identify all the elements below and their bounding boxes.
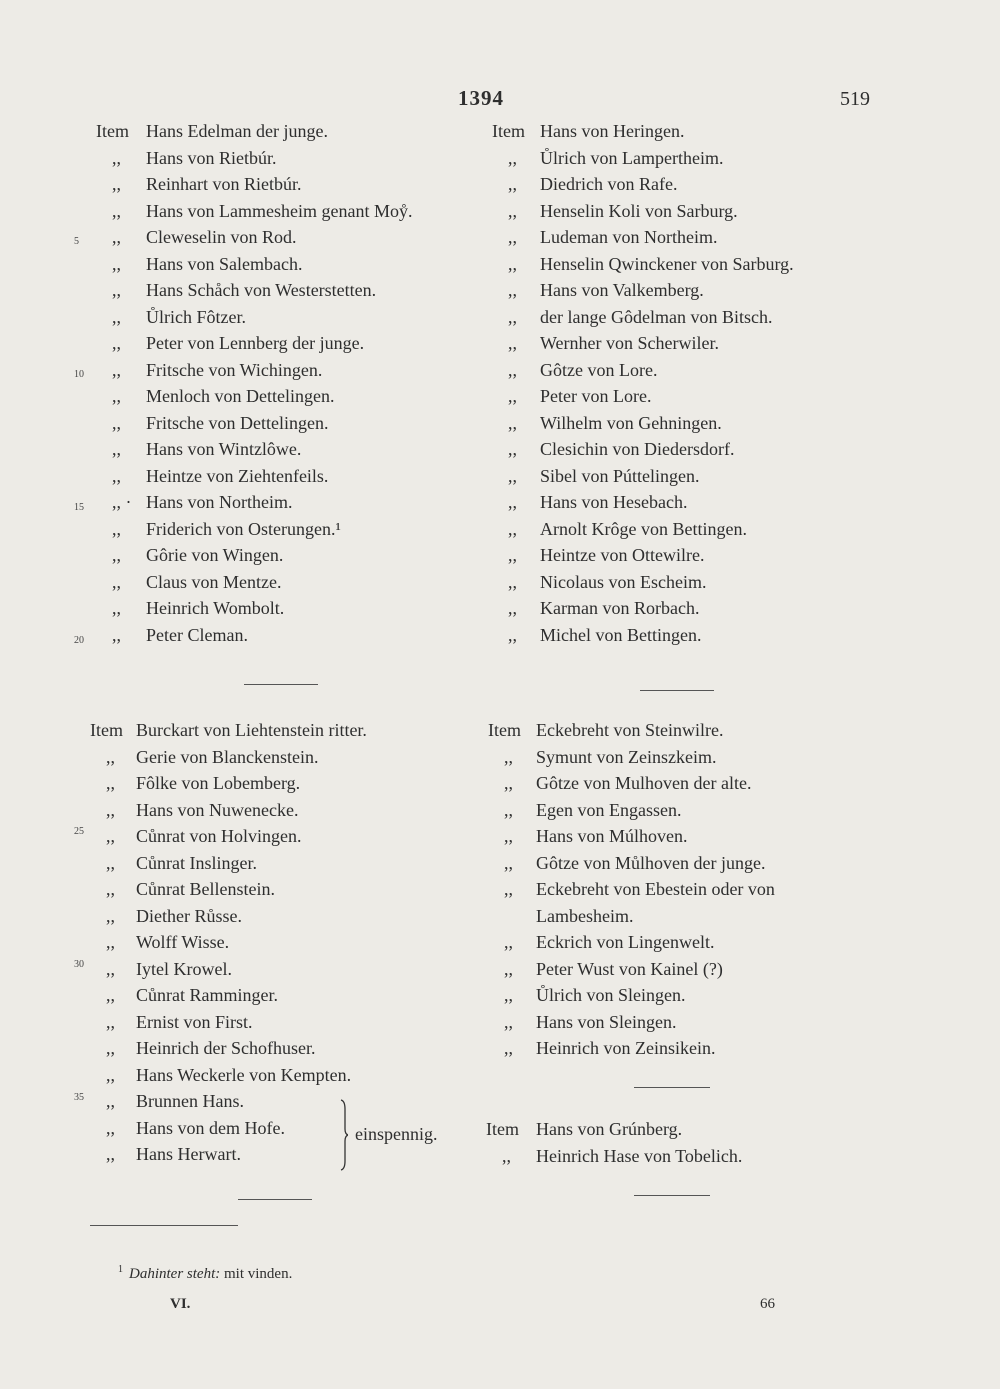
entry-name: Arnolt Krôge von Bettingen. — [540, 518, 747, 539]
entry-name: Clesichin von Diedersdorf. — [540, 439, 735, 459]
entry-name: Diedrich von Rafe. — [540, 174, 678, 194]
footnote-italic: Dahinter steht: — [129, 1266, 221, 1282]
entry-name: Heintze von Ziehtenfeils. — [146, 465, 329, 486]
entry-prefix: ,, — [504, 1011, 513, 1032]
entry-prefix: ,, — [504, 826, 513, 846]
list-item — [488, 850, 918, 877]
list-item — [488, 770, 918, 797]
entry-name: Hans von Lammesheim genant Moẙ. — [146, 200, 413, 221]
list-item — [492, 569, 912, 596]
footnote — [118, 1264, 292, 1283]
entry-prefix: ,, — [106, 879, 115, 899]
entry-name: Diether Růsse. — [136, 905, 242, 926]
entry-prefix: ,, — [106, 852, 115, 873]
entry-name: Hans von dem Hofe. — [136, 1117, 285, 1138]
page-year: 1394 — [458, 86, 504, 110]
section-divider — [238, 1199, 312, 1200]
entry-prefix: ,, — [112, 280, 121, 300]
list-item — [492, 145, 912, 172]
entry-prefix: ,, — [112, 545, 121, 565]
list-right-top — [492, 118, 912, 648]
entry-prefix: ,, — [508, 174, 517, 194]
line-number: 35 — [74, 1092, 84, 1103]
entry-name: Heintze von Ottewilre. — [540, 545, 705, 565]
line-number: 20 — [74, 635, 84, 646]
line-number: 10 — [74, 369, 84, 380]
entry-name: Heinrich der Schofhuser. — [136, 1038, 316, 1058]
entry-prefix: Item — [492, 121, 525, 141]
entry-prefix: ,, — [504, 879, 513, 899]
entry-name: Ůlrich von Lampertheim. — [540, 147, 724, 168]
entry-prefix: ,, — [504, 773, 513, 793]
list-item — [488, 717, 918, 744]
entry-name: Symunt von Zeinszkeim. — [536, 746, 717, 767]
list-item — [492, 516, 912, 543]
entry-prefix: ,, — [112, 412, 121, 433]
list-item — [96, 383, 496, 410]
entry-name: Hans von Salembach. — [146, 253, 303, 274]
entry-prefix: ,, — [112, 465, 121, 486]
list-item — [486, 1116, 906, 1143]
entry-prefix: ,, — [508, 306, 517, 327]
list-item — [90, 903, 490, 930]
entry-name: Fritsche von Wichingen. — [146, 359, 323, 380]
entry-prefix: ,, — [508, 386, 517, 406]
list-right-bottom — [488, 717, 918, 1062]
list-item — [492, 463, 912, 490]
entry-name: Peter von Lore. — [540, 386, 652, 406]
entry-prefix: ,, — [508, 492, 517, 512]
list-item — [96, 357, 496, 384]
entry-name: Cůnrat Ramminger. — [136, 985, 278, 1005]
list-item — [96, 595, 496, 622]
entry-prefix: ,, — [508, 253, 517, 274]
entry-name: Fôlke von Lobemberg. — [136, 773, 301, 793]
entry-name: Eckebreht von Steinwilre. — [536, 720, 724, 740]
list-item — [96, 436, 496, 463]
entry-prefix: ,, — [112, 359, 121, 380]
list-item — [90, 1088, 490, 1115]
list-item — [492, 198, 912, 225]
line-number: 5 — [74, 236, 79, 247]
entry-name: Gôtze von Můlhoven der junge. — [536, 852, 766, 873]
entry-name: Cůnrat Bellenstein. — [136, 879, 275, 899]
entry-prefix: ,, — [508, 624, 517, 645]
entry-name: Hans von Heringen. — [540, 121, 685, 141]
list-item — [492, 251, 912, 278]
entry-prefix: ,, — [106, 985, 115, 1005]
entry-prefix: ,, — [508, 518, 517, 539]
section-divider — [640, 690, 714, 691]
entry-name: Ůlrich Fôtzer. — [146, 306, 246, 327]
entry-prefix: ,, — [508, 227, 517, 247]
line-number: 25 — [74, 826, 84, 837]
entry-name: Peter Cleman. — [146, 624, 248, 645]
list-left-bottom — [90, 717, 490, 1168]
entry-name: Burckart von Liehtenstein ritter. — [136, 720, 367, 740]
list-item — [492, 330, 912, 357]
entry-prefix: ,, — [106, 773, 115, 793]
list-item — [90, 823, 490, 850]
entry-prefix: Item — [486, 1119, 519, 1139]
list-item — [96, 171, 496, 198]
entry-prefix: ,, — [106, 932, 115, 952]
entry-prefix: ,, — [112, 439, 121, 459]
entry-name: Henselin Koli von Sarburg. — [540, 200, 738, 221]
list-item — [96, 145, 496, 172]
list-item — [96, 277, 496, 304]
entry-prefix: ,, — [504, 852, 513, 873]
entry-name: Sibel von Púttelingen. — [540, 465, 700, 486]
list-item — [96, 198, 496, 225]
entry-name: Hans von Valkemberg. — [540, 280, 704, 300]
footnote-text: mit vinden. — [224, 1266, 293, 1282]
list-item — [492, 410, 912, 437]
list-item — [96, 542, 496, 569]
entry-prefix: Item — [488, 720, 521, 740]
list-item — [488, 823, 918, 850]
list-item — [96, 410, 496, 437]
entry-name: Hans Weckerle von Kempten. — [136, 1064, 352, 1085]
signature-mark: VI. — [170, 1296, 191, 1312]
entry-prefix: ,, — [106, 1064, 115, 1085]
entry-prefix: ,, — [106, 1144, 115, 1164]
entry-prefix: ,, — [504, 932, 513, 952]
line-number: 30 — [74, 959, 84, 970]
list-item — [488, 1009, 918, 1036]
entry-prefix: ,, — [112, 598, 121, 618]
list-item — [492, 542, 912, 569]
entry-name: Cleweselin von Rod. — [146, 227, 297, 247]
entry-prefix: ,, — [112, 518, 121, 539]
entry-prefix: ,, — [508, 465, 517, 486]
entry-prefix: ,, — [112, 227, 121, 247]
entry-name: Hans von Northeim. — [146, 492, 293, 512]
entry-prefix: ,, — [106, 958, 115, 979]
list-item — [96, 622, 496, 649]
entry-prefix: ,, — [112, 333, 121, 353]
list-item — [96, 463, 496, 490]
list-item — [90, 744, 490, 771]
entry-prefix: ,, — [112, 571, 121, 592]
entry-name: Gôrie von Wingen. — [146, 545, 284, 565]
list-item — [492, 224, 912, 251]
list-item — [488, 903, 918, 930]
entry-name: Hans Schåch von Westerstetten. — [146, 280, 377, 300]
entry-name: Hans Edelman der junge. — [146, 121, 328, 141]
entry-name: Menloch von Dettelingen. — [146, 386, 335, 406]
list-item — [492, 277, 912, 304]
entry-name: Gôtze von Mulhoven der alte. — [536, 773, 752, 793]
entry-name: Heinrich Hase von Tobelich. — [536, 1145, 743, 1166]
entry-name: Ůlrich von Sleingen. — [536, 985, 686, 1005]
list-item — [492, 489, 912, 516]
entry-name: Claus von Mentze. — [146, 571, 282, 592]
entry-name: Hans von Nuwenecke. — [136, 799, 299, 820]
entry-prefix: ,, — [112, 306, 121, 327]
footnote-mark: 1 — [118, 1264, 123, 1275]
list-item — [492, 595, 912, 622]
list-item — [488, 956, 918, 983]
line-number: 15 — [74, 502, 84, 513]
list-item — [90, 956, 490, 983]
entry-prefix: ,, — [504, 746, 513, 767]
entry-prefix: ,, — [106, 799, 115, 820]
entry-prefix: ,, — [504, 985, 513, 1005]
entry-prefix: ,, — [112, 253, 121, 274]
page-number: 519 — [840, 88, 870, 110]
list-item — [90, 850, 490, 877]
entry-prefix: ,, — [106, 746, 115, 767]
entry-prefix: ,, — [106, 826, 115, 846]
list-right-extra — [486, 1116, 906, 1169]
list-item — [90, 717, 490, 744]
entry-name: Reinhart von Rietbúr. — [146, 174, 302, 194]
list-item — [492, 171, 912, 198]
entry-name: Lambesheim. — [536, 905, 634, 926]
list-item — [486, 1143, 906, 1170]
entry-name: Fritsche von Dettelingen. — [146, 412, 329, 433]
entry-name: Brunnen Hans. — [136, 1091, 244, 1111]
entry-prefix: ,, — [112, 386, 121, 406]
list-item — [96, 118, 496, 145]
entry-name: Ernist von First. — [136, 1011, 253, 1032]
list-item — [96, 569, 496, 596]
entry-name: Iytel Krowel. — [136, 958, 232, 979]
entry-prefix: ,, — [106, 1011, 115, 1032]
list-item — [90, 1062, 490, 1089]
entry-prefix: ,, — [508, 545, 517, 565]
list-item — [96, 304, 496, 331]
entry-name: Hans von Grúnberg. — [536, 1119, 683, 1139]
entry-name: Hans von Sleingen. — [536, 1011, 677, 1032]
list-item — [90, 797, 490, 824]
entry-name: Nicolaus von Escheim. — [540, 571, 707, 592]
entry-name: Gôtze von Lore. — [540, 359, 658, 380]
entry-name: Michel von Bettingen. — [540, 624, 702, 645]
entry-prefix: ,, — [508, 200, 517, 221]
list-item — [492, 118, 912, 145]
sheet-number: 66 — [760, 1296, 775, 1312]
entry-prefix: ,, — [112, 624, 121, 645]
entry-prefix: ,, — [508, 359, 517, 380]
entry-prefix: ,, — [508, 412, 517, 433]
entry-prefix: ,, — [508, 598, 517, 618]
entry-name: Wolff Wisse. — [136, 932, 230, 952]
entry-prefix: ,, — [504, 1038, 513, 1058]
entry-name: Cůnrat von Holvingen. — [136, 826, 302, 846]
entry-prefix: ,, — [504, 799, 513, 820]
list-item — [492, 383, 912, 410]
entry-name: Wernher von Scherwiler. — [540, 333, 719, 353]
entry-name: Henselin Qwinckener von Sarburg. — [540, 253, 794, 274]
list-item — [90, 929, 490, 956]
list-item — [90, 770, 490, 797]
entry-prefix: ,, · — [112, 492, 132, 512]
entry-name: Eckrich von Lingenwelt. — [536, 932, 715, 952]
entry-prefix: ,, — [508, 280, 517, 300]
entry-name: Eckebreht von Ebestein oder von — [536, 879, 775, 899]
entry-prefix: ,, — [508, 333, 517, 353]
entry-prefix: ,, — [106, 905, 115, 926]
entry-prefix: ,, — [504, 958, 513, 979]
entry-name: Hans von Múlhoven. — [536, 826, 688, 846]
list-item — [96, 251, 496, 278]
entry-name: Peter Wust von Kainel (?) — [536, 958, 723, 979]
list-item — [488, 744, 918, 771]
list-item — [96, 330, 496, 357]
list-item — [96, 489, 496, 516]
entry-prefix: Item — [90, 720, 123, 740]
entry-name: Peter von Lennberg der junge. — [146, 333, 365, 353]
footnote-rule — [90, 1225, 238, 1226]
entry-name: Heinrich von Zeinsikein. — [536, 1038, 716, 1058]
entry-name: der lange Gôdelman von Bitsch. — [540, 306, 773, 327]
entry-name: Hans von Rietbúr. — [146, 147, 277, 168]
list-item — [492, 304, 912, 331]
entry-name: Hans von Hesebach. — [540, 492, 688, 512]
entry-name: Friderich von Osterungen.¹ — [146, 518, 341, 539]
entry-name: Heinrich Wombolt. — [146, 598, 285, 618]
list-item — [488, 797, 918, 824]
entry-prefix: ,, — [106, 1091, 115, 1111]
entry-name: Egen von Engassen. — [536, 799, 682, 820]
bracket-note: einspennig. — [355, 1124, 438, 1144]
entry-prefix: Item — [96, 121, 129, 141]
entry-name: Gerie von Blanckenstein. — [136, 746, 319, 767]
list-item — [96, 224, 496, 251]
list-item — [488, 876, 918, 903]
list-item — [488, 982, 918, 1009]
list-item — [492, 436, 912, 463]
list-item — [488, 1035, 918, 1062]
entry-prefix: ,, — [106, 1117, 115, 1138]
entry-prefix: ,, — [112, 200, 121, 221]
entry-prefix: ,, — [508, 439, 517, 459]
section-divider — [634, 1087, 710, 1088]
list-item — [492, 622, 912, 649]
entry-prefix: ,, — [508, 571, 517, 592]
list-left-top — [96, 118, 496, 648]
brace-icon — [340, 1099, 348, 1171]
entry-prefix: ,, — [508, 147, 517, 168]
entry-name: Cůnrat Inslinger. — [136, 852, 257, 873]
section-divider — [244, 684, 318, 685]
entry-name: Hans von Wintzlôwe. — [146, 439, 302, 459]
section-divider — [634, 1195, 710, 1196]
entry-prefix: ,, — [502, 1145, 511, 1166]
list-item — [90, 876, 490, 903]
list-item — [492, 357, 912, 384]
list-item — [90, 1035, 490, 1062]
list-item — [488, 929, 918, 956]
list-item — [96, 516, 496, 543]
entry-name: Karman von Rorbach. — [540, 598, 700, 618]
entry-prefix: ,, — [112, 174, 121, 194]
list-item — [90, 982, 490, 1009]
entry-prefix: ,, — [106, 1038, 115, 1058]
list-item — [90, 1009, 490, 1036]
entry-name: Ludeman von Northeim. — [540, 227, 718, 247]
entry-name: Wilhelm von Gehningen. — [540, 412, 722, 433]
entry-name: Hans Herwart. — [136, 1144, 241, 1164]
entry-prefix: ,, — [112, 147, 121, 168]
